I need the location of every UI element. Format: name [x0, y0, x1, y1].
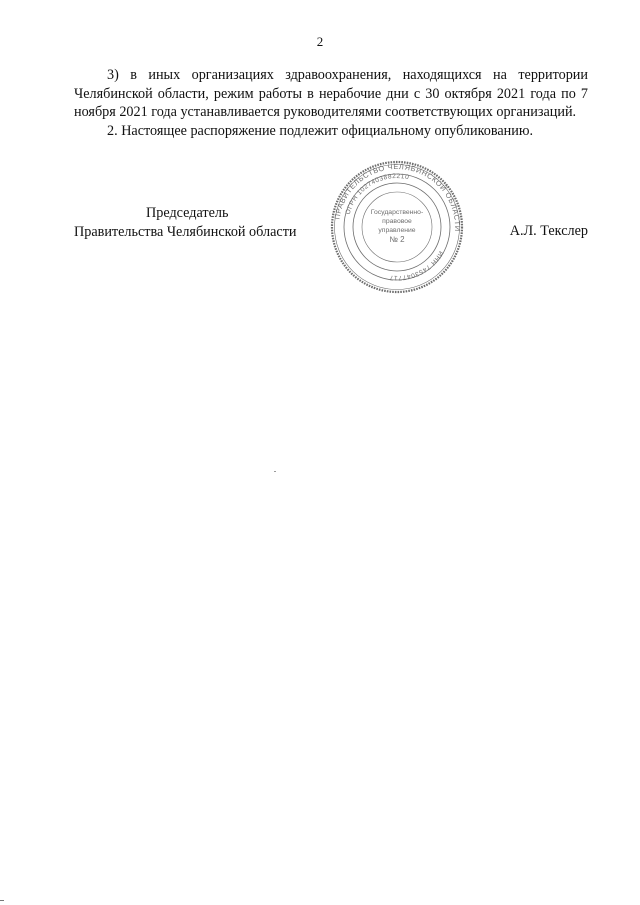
seal-center-line-3: управление: [378, 227, 416, 234]
paragraph-item-2-publication: 2. Настоящее распоряжение подлежит официальному опубликованию.: [107, 122, 534, 139]
scan-speck: [274, 471, 276, 472]
seal-outer-text: ПРАВИТЕЛЬСТВО ЧЕЛЯБИНСКОЙ ОБЛАСТИ: [332, 161, 463, 232]
page-number: 2: [316, 34, 324, 49]
svg-text:ИНН 7453047717: [389, 250, 444, 281]
signer-position-line-2: Правительства Челябинской области: [74, 223, 297, 240]
seal-ogrn-text: ОГРН 1027403882210: [344, 172, 410, 216]
seal-inn-text: ИНН 7453047717: [388, 249, 445, 282]
seal-center-line-4: № 2: [389, 235, 405, 244]
document-body: [74, 66, 588, 140]
signer-name: А.Л. Текслер: [509, 223, 588, 239]
paragraph-item-3: 3) в иных организациях здравоохранения, находящихся на территории Челябинской области, режим работы в нерабочие дни с 30 октября 2021 года по 7 ноября 2021 года устанавливается руководителями соответствующих организаций.: [74, 67, 588, 120]
official-seal-icon: [330, 160, 464, 294]
signer-position-line-1: Председатель: [146, 205, 229, 221]
seal-center-line-2: правовое: [382, 218, 412, 225]
signature-block: [74, 204, 296, 241]
seal-center-line-1: Государственно-: [370, 209, 424, 216]
scan-corner-mark: [0, 900, 4, 901]
